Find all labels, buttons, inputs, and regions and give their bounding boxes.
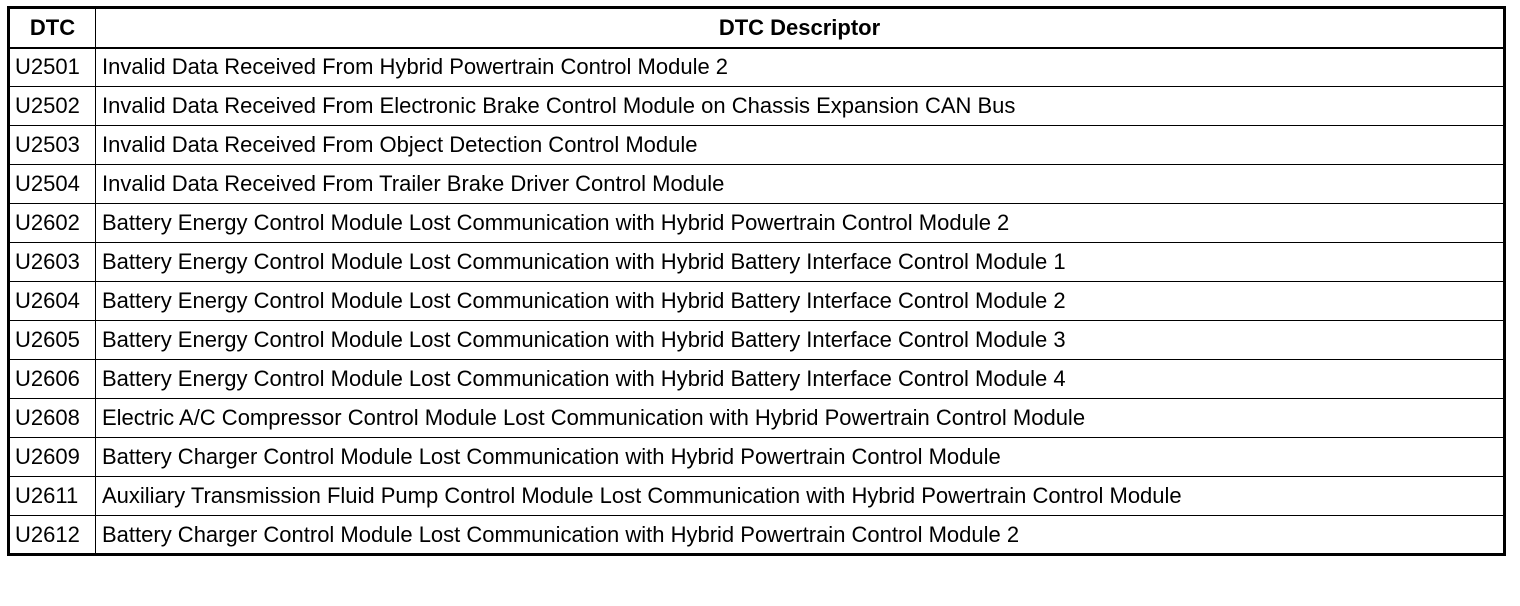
table-row [9,243,1505,282]
dtc-code-cell: U2603 [9,243,96,282]
dtc-code-cell: U2605 [9,321,96,360]
dtc-code-cell: U2608 [9,399,96,438]
table-row [9,321,1505,360]
dtc-descriptor-cell: Battery Energy Control Module Lost Communication with Hybrid Battery Interface Control Module 2 [96,282,1505,321]
table-row [9,204,1505,243]
dtc-code-cell: U2501 [9,48,96,87]
dtc-descriptor-cell: Battery Energy Control Module Lost Communication with Hybrid Powertrain Control Module 2 [96,204,1505,243]
dtc-descriptor-cell: Invalid Data Received From Electronic Brake Control Module on Chassis Expansion CAN Bus [96,87,1505,126]
dtc-descriptor-cell: Battery Energy Control Module Lost Communication with Hybrid Battery Interface Control Module 1 [96,243,1505,282]
dtc-descriptor-cell: Electric A/C Compressor Control Module Lost Communication with Hybrid Powertrain Control Module [96,399,1505,438]
header-dtc-descriptor: DTC Descriptor [96,8,1505,48]
header-row [9,8,1505,48]
table-row [9,48,1505,87]
dtc-descriptor-cell: Battery Charger Control Module Lost Communication with Hybrid Powertrain Control Module [96,438,1505,477]
dtc-code-cell: U2606 [9,360,96,399]
dtc-descriptor-cell: Battery Energy Control Module Lost Communication with Hybrid Battery Interface Control Module 4 [96,360,1505,399]
dtc-code-cell: U2612 [9,516,96,555]
dtc-table [7,6,1506,556]
table-row [9,438,1505,477]
table-row [9,282,1505,321]
dtc-code-cell: U2602 [9,204,96,243]
table-body [9,48,1505,555]
table-header [9,8,1505,48]
dtc-descriptor-cell: Battery Energy Control Module Lost Communication with Hybrid Battery Interface Control Module 3 [96,321,1505,360]
table-row [9,87,1505,126]
dtc-descriptor-cell: Invalid Data Received From Trailer Brake Driver Control Module [96,165,1505,204]
table-row [9,516,1505,555]
dtc-descriptor-cell: Invalid Data Received From Hybrid Powertrain Control Module 2 [96,48,1505,87]
dtc-code-cell: U2502 [9,87,96,126]
table-row [9,399,1505,438]
dtc-code-cell: U2611 [9,477,96,516]
table-row [9,126,1505,165]
table-row [9,477,1505,516]
dtc-descriptor-cell: Battery Charger Control Module Lost Communication with Hybrid Powertrain Control Module 2 [96,516,1505,555]
dtc-code-cell: U2503 [9,126,96,165]
dtc-descriptor-cell: Invalid Data Received From Object Detection Control Module [96,126,1505,165]
table-row [9,360,1505,399]
table-row [9,165,1505,204]
dtc-code-cell: U2609 [9,438,96,477]
dtc-descriptor-cell: Auxiliary Transmission Fluid Pump Control Module Lost Communication with Hybrid Powertrain Control Module [96,477,1505,516]
header-dtc: DTC [9,8,96,48]
dtc-code-cell: U2504 [9,165,96,204]
dtc-code-cell: U2604 [9,282,96,321]
